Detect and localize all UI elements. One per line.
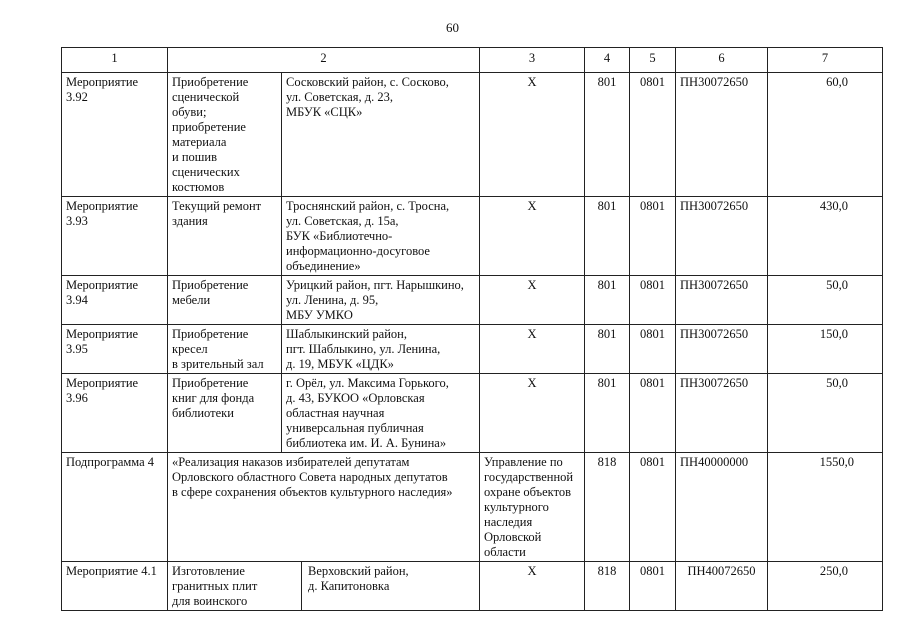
cell-col6: ПН30072650	[676, 197, 768, 276]
event-address: Шаблыкинский район, пгт. Шаблыкино, ул. Ленина, д. 19, МБУК «ЦДК»	[282, 325, 480, 374]
cell-col3: Х	[480, 276, 585, 325]
cell-col6: ПН30072650	[676, 73, 768, 197]
header-cell: 3	[480, 48, 585, 73]
header-cell: 5	[630, 48, 676, 73]
cell-col4: 801	[585, 325, 630, 374]
cell-col4: 801	[585, 73, 630, 197]
cell-col5: 0801	[630, 276, 676, 325]
budget-table	[61, 47, 883, 611]
table-row	[62, 325, 883, 374]
cell-col5: 0801	[630, 325, 676, 374]
cell-col7: 50,0	[768, 374, 883, 453]
header-cell: 4	[585, 48, 630, 73]
event-address: Сосковский район, с. Сосково, ул. Советская, д. 23, МБУК «СЦК»	[282, 73, 480, 197]
cell-col7: 150,0	[768, 325, 883, 374]
event-name: Приобретение кресел в зрительный зал	[168, 325, 282, 374]
table-row	[62, 276, 883, 325]
cell-col7: 1550,0	[768, 453, 883, 562]
cell-col4: 801	[585, 276, 630, 325]
cell-col5: 0801	[630, 562, 676, 611]
event-label: Мероприятие 4.1	[62, 562, 168, 611]
event-name: Приобретение мебели	[168, 276, 282, 325]
cell-col7: 250,0	[768, 562, 883, 611]
header-row	[62, 48, 883, 73]
cell-col6: ПН30072650	[676, 374, 768, 453]
cell-col7: 430,0	[768, 197, 883, 276]
cell-col6: ПН30072650	[676, 276, 768, 325]
event-name: Текущий ремонт здания	[168, 197, 282, 276]
cell-col4: 818	[585, 562, 630, 611]
table-row	[62, 374, 883, 453]
cell-col6: ПН30072650	[676, 325, 768, 374]
subprogram-name: «Реализация наказов избирателей депутатам Орловского областного Совета народных депутатов в сфере сохранения объектов культурного наследия»	[168, 453, 480, 562]
event-name: Приобретение сценической обуви; приобретение материала и пошив сценических костюмов	[168, 73, 282, 197]
subprogram-label: Подпрограмма 4	[62, 453, 168, 562]
cell-col3: Х	[480, 562, 585, 611]
cell-col7: 50,0	[768, 276, 883, 325]
cell-col3: Х	[480, 197, 585, 276]
cell-col4: 801	[585, 197, 630, 276]
event-name: Приобретение книг для фонда библиотеки	[168, 374, 282, 453]
table-row	[62, 562, 883, 611]
cell-col6: ПН40072650	[676, 562, 768, 611]
cell-col4: 818	[585, 453, 630, 562]
cell-col5: 0801	[630, 73, 676, 197]
header-cell: 6	[676, 48, 768, 73]
cell-col5: 0801	[630, 453, 676, 562]
event-address: Урицкий район, пгт. Нарышкино, ул. Ленина, д. 95, МБУ УМКО	[282, 276, 480, 325]
cell-col5: 0801	[630, 374, 676, 453]
header-cell: 7	[768, 48, 883, 73]
event-address: Верховский район, д. Капитоновка	[302, 562, 480, 611]
header-cell: 2	[168, 48, 480, 73]
table-row	[62, 197, 883, 276]
cell-col3: Х	[480, 374, 585, 453]
subprogram-row	[62, 453, 883, 562]
cell-col3: Х	[480, 73, 585, 197]
cell-col3: Х	[480, 325, 585, 374]
event-label: Мероприятие 3.95	[62, 325, 168, 374]
cell-col7: 60,0	[768, 73, 883, 197]
event-address: Троснянский район, с. Тросна, ул. Советская, д. 15а, БУК «Библиотечно- информационно-досуговое объединение»	[282, 197, 480, 276]
event-address: г. Орёл, ул. Максима Горького, д. 43, БУКОО «Орловская областная научная универсальная публичная библиотека им. И. А. Бунина»	[282, 374, 480, 453]
event-label: Мероприятие 3.96	[62, 374, 168, 453]
event-label: Мероприятие 3.93	[62, 197, 168, 276]
subprogram-agency: Управление по государственной охране объектов культурного наследия Орловской области	[480, 453, 585, 562]
table-row	[62, 73, 883, 197]
header-cell: 1	[62, 48, 168, 73]
page-number: 60	[446, 20, 459, 35]
event-label: Мероприятие 3.94	[62, 276, 168, 325]
cell-col4: 801	[585, 374, 630, 453]
cell-col5: 0801	[630, 197, 676, 276]
cell-col6: ПН40000000	[676, 453, 768, 562]
event-name: Изготовление гранитных плит для воинского	[168, 562, 302, 611]
event-label: Мероприятие 3.92	[62, 73, 168, 197]
